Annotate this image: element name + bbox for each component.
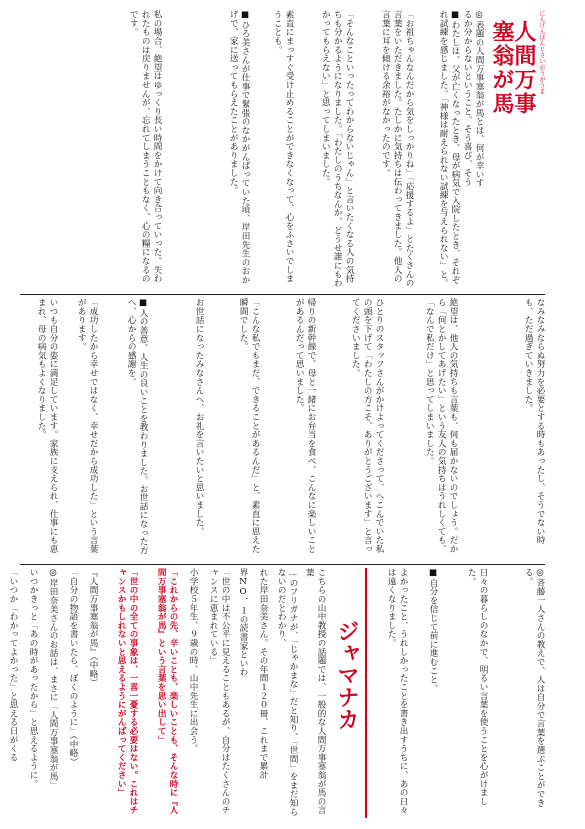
article-text-col-4: 「そんなこといったってわからないじゃん」と言いたくなる人の気持ちも分かるようになりました。「わたしのうちなんか、どうせ誰にもわかってもらえない」と思ってしまいました。 bbox=[320, 10, 354, 288]
jamanaka-heading: ジャマナカ bbox=[334, 620, 359, 730]
jamanaka-text-col-12: いつかきっと「あの時があったから」と思えるように。 bbox=[28, 568, 38, 788]
article-title bbox=[486, 10, 534, 180]
article-text-col-14: ■人の善意、人生の良いことを教わりました。お世話になった方へ、心からの感謝を。 bbox=[126, 298, 148, 555]
article-text-col-15: 「成功したから幸せではなく、幸せだから成功した」という言葉があります。 bbox=[76, 298, 98, 554]
article-text-col-12: 「こんな私でもまだ、できることがあるんだ」と、素直に思えた瞬間でした。 bbox=[238, 298, 260, 554]
jamanaka-text-col-6: 小学校５年生、９歳の時、山中先生に出会う。 bbox=[188, 568, 198, 753]
jamanaka-text-col-10: 「自分の物語を書いたら、ぼくのように」（中略） bbox=[68, 568, 78, 767]
article-text-col-8: なみなみならぬ努力を必要とする時もあったし、そうでない時も、ただ過ぎていきました。 bbox=[523, 298, 545, 545]
article-text-col-20: よかったこと、うれしかったことを書き出すうちに、あの日々は遠くなりました。 bbox=[386, 568, 408, 815]
jamanaka-text-col-11: ◎岸田奈美さんのお話は、まさに「人間万事塞翁が馬」 bbox=[48, 568, 58, 790]
article-text-col-18: 日々の暮らしのなかで、明るい言葉を使うことを心がけました。 bbox=[466, 568, 488, 806]
jamanaka-text-col-7: 「これからの先、辛いことも、楽しいことも、そんな時に『人間万事塞翁が馬』という言葉を思い出して」 bbox=[156, 568, 178, 815]
article-text-col-6: ■ひろ美さんが仕事で緊張のなかがんばっていた頃、岸田先生のおかげで、家に送ってもらえたことがありました。 bbox=[228, 10, 250, 285]
band-divider-2 bbox=[20, 564, 545, 565]
article-text-col-7: 私の場合、絶望はゆっくり長い時間をかけて向き合っていった。失われたものは戻りませんが、忘れてしまうこともなく、心の糧になるのです。 bbox=[128, 10, 162, 283]
jamanaka-text-col-5: 「世の中は不公平に見えることもあるが、自分はたくさんのチャンスに恵まれている」 bbox=[208, 568, 230, 815]
band-divider-1 bbox=[20, 294, 545, 295]
article-text-col-3: 「お祖ちゃんなんだから気をしっかりね」「応援するよ」とたくさんの言葉をいただきました。たしかに気持ちは伝わってきました。他人の言葉に耳を傾ける余裕がなかったのです。 bbox=[380, 10, 414, 288]
article-text-col-2: ■わたしは、父が亡くなったとき、母が病気で入院したとき、それぞれ試練を感じました。「神様は耐えられない試練を与えられない」と。 bbox=[438, 10, 460, 288]
article-text-col-5: 素直にまっすぐ受け止めることができなくなって、心をふさいでしまうことも。 bbox=[272, 10, 294, 283]
title-line-1: 人間万事 bbox=[511, 20, 536, 116]
jamanaka-heading-bar bbox=[365, 568, 367, 818]
article-text-col-13: お世話になったみなさんへ、お礼を言いたいと思いました。 bbox=[194, 298, 204, 536]
article-text-col-10: ひとりのスタッフさんがかけよってくださって、へこんでいた私の頭を下げて「わたしの方こそ、ありがとうございます」と言ってくださいました。 bbox=[350, 298, 384, 554]
article-text-col-11: 帰りの新幹線で、母と一緒にお弁当を食べ、こんなに楽しいことがあるんだって思いました。 bbox=[294, 298, 316, 554]
article-text-col-16: いつも自分の姿に満足しています。家族に支えられ、仕事にも恵まれ、母の病気もよくなりました。 bbox=[36, 298, 58, 554]
article-text-col-17: ◎斉藤一人さんの教えで、人は自分で言葉を選ぶことができる。 bbox=[523, 568, 545, 807]
title-ruby: にんげんばんじさいおうがうま bbox=[538, 10, 545, 94]
article-text-col-19: ■自分を信じて前に進むこと。 bbox=[428, 568, 438, 693]
jamanaka-text-col-2: …のフリガナが、「じゃかまな」だと知り、「世間」をまだ知らないのだとわかり、 bbox=[276, 568, 298, 816]
jamanaka-text-col-13: 「いつか「わかってよかった」と思える日がくる bbox=[8, 568, 18, 762]
jamanaka-text-col-4: 界NO．１の読書家といわ bbox=[238, 568, 248, 677]
article-text-col-1: ◎表題の人間万事塞翁が馬とは、何が幸いするか分からないということ。そう喜び、そう bbox=[462, 10, 484, 188]
jamanaka-text-col-1: こちらの山中教授の話題では、一般的な人間万事塞翁が馬の言葉 bbox=[304, 568, 326, 815]
jamanaka-text-col-9: 『人間万事塞翁が馬』（中略） bbox=[88, 568, 98, 687]
article-text-col-9: 絶望は、他人の気持ちも言葉も、何も届かないのでしょう。だから「何とかしてあげたい」という友人の気持ちはうれしくても、「なんで私だけ」と思ってしまいました。 bbox=[424, 298, 458, 554]
jamanaka-text-col-8: 「世の中の全ての事象は、一喜一憂する必要はない。これはチャンスかもしれないと思えるようにがんばってください」 bbox=[116, 568, 138, 815]
jamanaka-text-col-3: れた岸田奈美さん。その年間１２０冊、これまで累計 bbox=[258, 568, 268, 780]
title-line-2: 塞翁が馬 bbox=[489, 20, 514, 116]
